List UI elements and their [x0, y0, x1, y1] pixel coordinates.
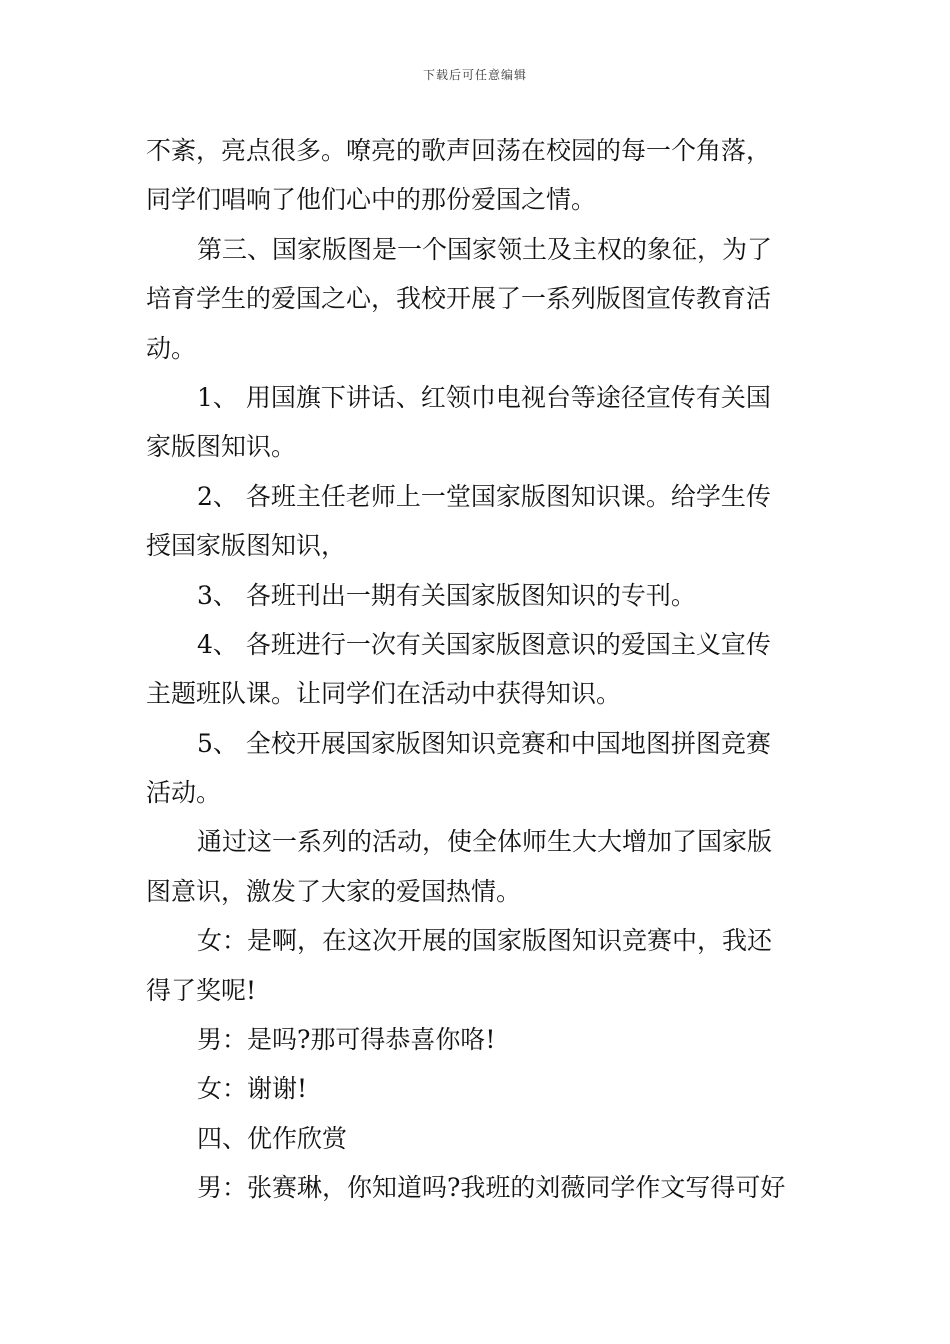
text-line: 2、 各班主任老师上一堂国家版图知识课。给学生传 [197, 481, 771, 511]
text-line: 同学们唱响了他们心中的那份爱国之情。 [146, 185, 597, 215]
text-line: 第三、国家版图是一个国家领土及主权的象征，为了 [197, 234, 773, 264]
text-line: 授国家版图知识， [146, 531, 347, 561]
text-line: 4、 各班进行一次有关国家版图意识的爱国主义宣传 [197, 629, 771, 659]
text-line: 男：张赛琳，你知道吗?我班的刘薇同学作文写得可好 [197, 1173, 786, 1203]
text-line: 男：是吗?那可得恭喜你咯! [197, 1025, 496, 1055]
text-line: 5、 全校开展国家版图知识竞赛和中国地图拼图竞赛 [197, 728, 771, 758]
text-line: 不紊，亮点很多。嘹亮的歌声回荡在校园的每一个角落， [146, 136, 772, 165]
page-header: 下载后可任意编辑 [422, 68, 527, 82]
document-body [146, 126, 808, 1213]
text-line: 3、 各班刊出一期有关国家版图知识的专刊。 [197, 580, 696, 610]
text-line: 1、 用国旗下讲话、红领巾电视台等途径宣传有关国 [197, 382, 771, 412]
text-line: 活动。 [146, 778, 222, 808]
text-line: 得了奖呢! [146, 975, 257, 1005]
text-line: 主题班队课。让同学们在活动中获得知识。 [146, 679, 622, 709]
text-line: 动。 [146, 333, 197, 363]
text-line: 培育学生的爱国之心，我校开展了一系列版图宣传教育活 [146, 284, 772, 314]
text-line: 女：谢谢! [197, 1074, 308, 1104]
text-line: 家版图知识。 [146, 432, 297, 462]
text-line: 图意识，激发了大家的爱国热情。 [146, 876, 522, 906]
text-line: 通过这一系列的活动，使全体师生大大增加了国家版 [197, 827, 773, 857]
text-line: 四、优作欣赏 [197, 1123, 348, 1153]
text-line: 女：是啊，在这次开展的国家版图知识竞赛中，我还 [197, 926, 773, 956]
